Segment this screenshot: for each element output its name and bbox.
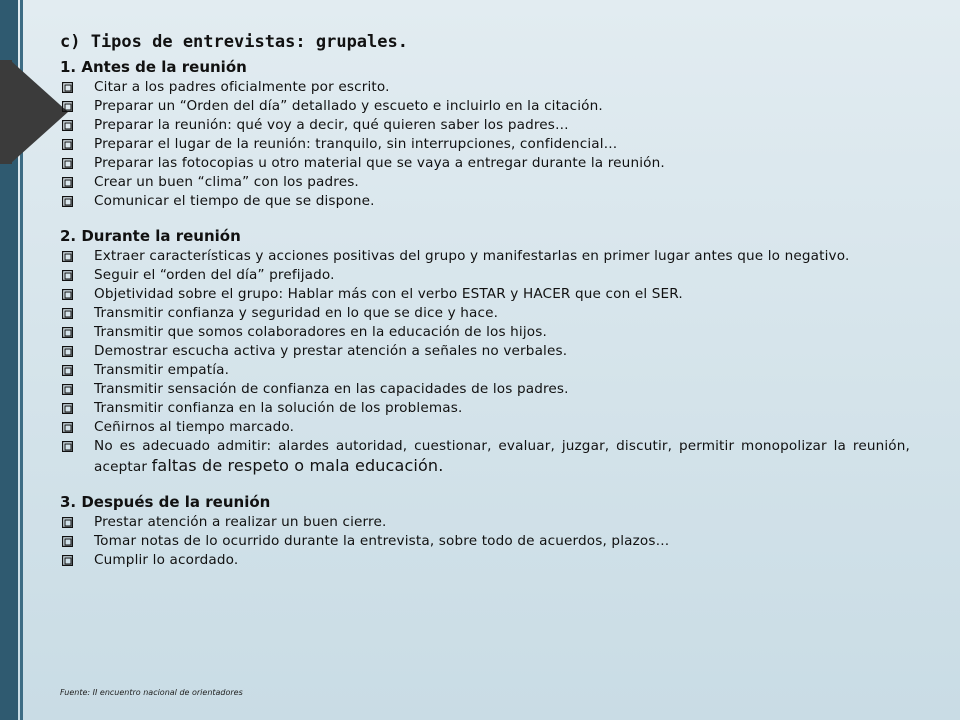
list-item: Preparar la reunión: qué voy a decir, qué quieren saber los padres… xyxy=(60,116,910,135)
section-heading: 2. Durante la reunión xyxy=(60,227,241,245)
source-footnote: Fuente: II encuentro nacional de orientadores xyxy=(60,688,243,697)
list-item: Prestar atención a realizar un buen cierre. xyxy=(60,513,910,532)
list-item: No es adecuado admitir: alardes autoridad, cuestionar, evaluar, juzgar, discutir, permitir monopolizar la reunión, aceptar faltas de respeto o mala educación. xyxy=(60,437,910,477)
list-item: Preparar un “Orden del día” detallado y escueto e incluirlo en la citación. xyxy=(60,97,910,116)
section-heading: 3. Después de la reunión xyxy=(60,493,271,511)
list-item: Crear un buen “clima” con los padres. xyxy=(60,173,910,192)
list-item: Comunicar el tiempo de que se dispone. xyxy=(60,192,910,211)
list-item: Transmitir sensación de confianza en las capacidades de los padres. xyxy=(60,380,910,399)
section-heading: 1. Antes de la reunión xyxy=(60,58,247,76)
checkbox-bullet-icon xyxy=(62,177,73,188)
slide-content xyxy=(60,30,910,584)
checkbox-bullet-icon xyxy=(62,289,73,300)
checkbox-bullet-icon xyxy=(62,517,73,528)
checkbox-bullet-icon xyxy=(62,270,73,281)
list-item: Transmitir empatía. xyxy=(60,361,910,380)
list-item: Transmitir confianza y seguridad en lo que se dice y hace. xyxy=(60,304,910,323)
checkbox-bullet-icon xyxy=(62,536,73,547)
list-item: Cumplir lo acordado. xyxy=(60,551,910,570)
checkbox-bullet-icon xyxy=(62,403,73,414)
checkbox-bullet-icon xyxy=(62,327,73,338)
checkbox-bullet-icon xyxy=(62,139,73,150)
checkbox-bullet-icon xyxy=(62,158,73,169)
list-item: Tomar notas de lo ocurrido durante la entrevista, sobre todo de acuerdos, plazos… xyxy=(60,532,910,551)
list-item: Preparar las fotocopias u otro material que se vaya a entregar durante la reunión. xyxy=(60,154,910,173)
list-item: Citar a los padres oficialmente por escrito. xyxy=(60,78,910,97)
list-item: Ceñirnos al tiempo marcado. xyxy=(60,418,910,437)
checkbox-bullet-icon xyxy=(62,120,73,131)
section-antes xyxy=(60,56,910,211)
list-item: Preparar el lugar de la reunión: tranquilo, sin interrupciones, confidencial… xyxy=(60,135,910,154)
bullet-list xyxy=(60,247,910,477)
checkbox-bullet-icon xyxy=(62,196,73,207)
slide-title: c) Tipos de entrevistas: grupales. xyxy=(60,32,408,52)
checkbox-bullet-icon xyxy=(62,82,73,93)
list-item: Demostrar escucha activa y prestar atención a señales no verbales. xyxy=(60,342,910,361)
bullet-list xyxy=(60,78,910,211)
list-item: Transmitir que somos colaboradores en la educación de los hijos. xyxy=(60,323,910,342)
checkbox-bullet-icon xyxy=(62,346,73,357)
checkbox-bullet-icon xyxy=(62,441,73,452)
list-item: Objetividad sobre el grupo: Hablar más con el verbo ESTAR y HACER que con el SER. xyxy=(60,285,910,304)
checkbox-bullet-icon xyxy=(62,422,73,433)
checkbox-bullet-icon xyxy=(62,384,73,395)
checkbox-bullet-icon xyxy=(62,555,73,566)
checkbox-bullet-icon xyxy=(62,101,73,112)
bullet-list xyxy=(60,513,910,570)
checkbox-bullet-icon xyxy=(62,365,73,376)
list-item: Seguir el “orden del día” prefijado. xyxy=(60,266,910,285)
section-durante xyxy=(60,225,910,477)
checkbox-bullet-icon xyxy=(62,251,73,262)
section-despues xyxy=(60,491,910,570)
list-item: Transmitir confianza en la solución de los problemas. xyxy=(60,399,910,418)
list-item: Extraer características y acciones positivas del grupo y manifestarlas en primer lugar antes que lo negativo. xyxy=(60,247,910,266)
checkbox-bullet-icon xyxy=(62,308,73,319)
